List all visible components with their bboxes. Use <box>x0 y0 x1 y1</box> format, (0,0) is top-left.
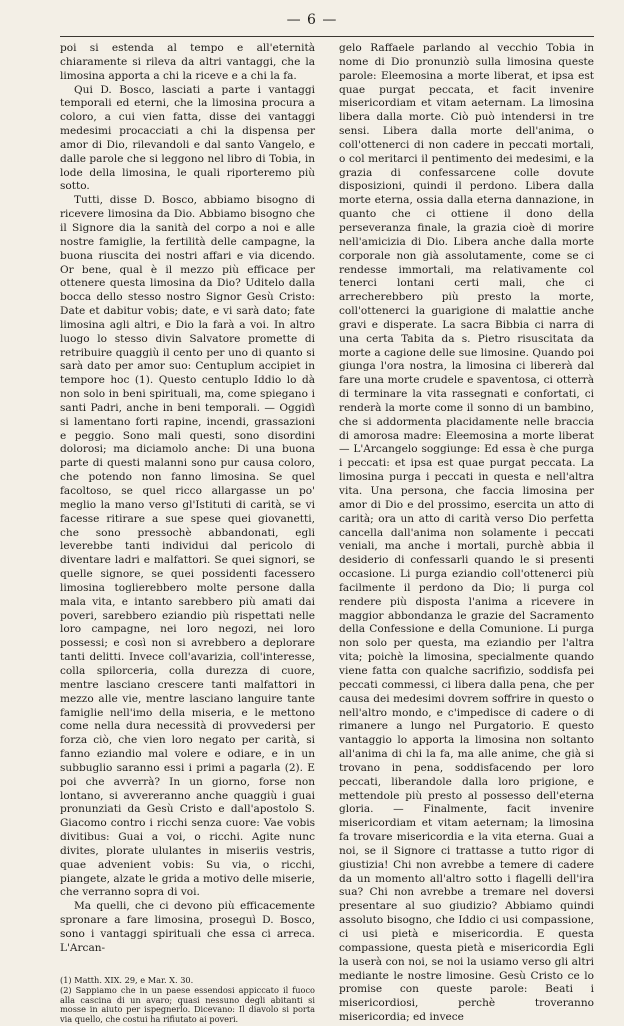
page-number: — 6 — <box>286 12 338 28</box>
text-columns <box>60 42 594 1025</box>
right-column <box>339 42 594 1024</box>
paragraph: gelo Raffaele parlando al vecchio Tobia in nome di Dio pronunziò sulla limosina queste parole: Eleemosina a morte liberat, et ipsa est quae purgat peccata, et facit invenire misericordiam et vitam aeternam. La limosina libera dalla morte. Ciò può intendersi in tre sensi. Libera dalla morte dell'anima, o coll'ottenerci di non cadere in peccati mortali, o col meritarci il pentimento dei medesimi, e la grazia di confessarcene colle dovute disposizioni, quindi il perdono. Libera dalla morte eterna, ossia dalla eterna dannazione, in quanto che ci ottiene il dono della perseveranza finale, la grazia cioè di morire nell'amicizia di Dio. Libera anche dalla morte corporale non già assolutamente, come se ci rendesse immortali, ma relativamente col tenerci lontani certi mali, che ci arrecherebbero più presto la morte, coll'ottenerci la guarigione di malattie anche gravi e disperate. La sacra Bibbia ci narra di una certa Tabita da s. Pietro risuscitata da morte a cagione delle sue limosine. Quando poi giunga l'ora nostra, la limosina ci libererà dal fare una morte crudele e spaventosa, ci otterrà di terminare la vita rassegnati e confortati, ci renderà la morte come il sonno di un bambino, che si addormenta placidamente nelle braccia di amorosa madre: Eleemosina a morte liberat — L'Arcangelo soggiunge: Ed essa è che purga i peccati: et ipsa est quae purgat peccata. La limosina purga i peccati in questa e nell'altra vita. Una persona, che faccia limosina per amor di Dio e del prossimo, esercita un atto di carità; ora un atto di carità verso Dio perfetta cancella dall'anima non solamente i peccati veniali, ma anche i mortali, purchè abbia il desiderio di confessarli quando le si presenti occasione. Li purga eziandio coll'ottenerci più facilmente il perdono da Dio; li purga col rendere più disposta l'anima a ricevere in maggior abbondanza le grazie del Sacramento della Confessione e della Comunione. Li purga non solo per questa, ma eziandio per l'altra vita; poichè la limosina, specialmente quando viene fatta con qualche sacrifizio, soddisfa pei peccati commessi, ci libera dalla pena, che per causa dei medesimi dovrem soffrire in questo o nell'altro mondo, e c'impedisce di cadere o di rimanere a lungo nel Purgatorio. E questo vantaggio lo apporta la limosina non soltanto all'anima di chi la fa, ma alle anime, che già si trovano in pena, soddisfacendo per loro peccati, liberandole dalla loro prigione, e mettendole più presto al possesso dell'eterna gloria. — Finalmente, facit invenire misericordiam et vitam aeternam; la limosina fa trovare misericordia e la vita eterna. Guai a noi, se il Signore ci trattasse a tutto rigor di giustizia! Chi non avrebbe a temere di cadere da un momento all'altro sotto i flagelli dell'ira sua? Chi non avrebbe a tremare nel doversi presentare al suo giudizio? Abbiamo quindi assoluto bisogno, che Iddio ci usi compassione, ci usi pietà e misericordia. E questa compassione, questa pietà e misericordia Egli la userà con noi, se noi la usiamo verso gli altri mediante le nostre limosine. Gesù Cristo ce lo promise con queste parole: Beati i misericordiosi, perchè troveranno misericordia; ed invece <box>339 42 594 1024</box>
footnote: (1) Matth. XIX. 29, e Mar. X. 30. <box>60 974 194 985</box>
paragraph: Qui D. Bosco, lasciati a parte i vantaggi temporali ed eterni, che la limosina procura a coloro, a cui vien fatta, disse dei vantaggi medesimi procacciati a chi la dispensa per amor di Dio, rilevandoli e dal santo Vangelo, e dalle parole che si leggono nel libro di Tobia, in lode della limosina, le quali riporteremo più sotto. <box>60 83 315 193</box>
left-column-text <box>60 42 315 956</box>
paragraph: poi si estenda al tempo e all'eternità chiaramente si rileva da altri vantaggi, che la limosina apporta a chi la riceve e a chi la fa. <box>60 42 315 82</box>
header-rule <box>60 36 594 37</box>
paragraph: Tutti, disse D. Bosco, abbiamo bisogno di ricevere limosina da Dio. Abbiamo bisogno che il Signore dia la sanità del corpo a noi e alle nostre famiglie, la fertilità delle campagne, la buona riuscita dei nostri affari e via dicendo. Or bene, qual è il mezzo più efficace per ottenere questa limosina da Dio? Uditelo dalla bocca dello stesso nostro Signor Gesù Cristo: Date et dabitur vobis; date, e vi sarà dato; fate limosina agli altri, e Dio la farà a voi. In altro luogo lo stesso divin Salvatore promette di retribuire quaggiù il cento per uno di quanto si sarà dato per amor suo: Centuplum accipiet in tempore hoc (1). Questo centuplo Iddio lo dà non solo in beni spirituali, ma, come spiegano i santi Padri, anche in beni temporali. — Oggidì si lamentano forti rapine, incendi, grassazioni e peggio. Sono mali questi, sono disordini dolorosi; ma diciamolo anche: Di una buona parte di questi malanni sono pur causa coloro, che potendo non fanno limosina. Se quel facoltoso, se quel ricco allargasse un po' meglio la mano verso gl'Istituti di carità, se vi facesse ritirare a sue spese quei giovanetti, che sono pressochè abbandonati, egli leverebbe tanti individui dal pericolo di diventare ladri e malfattori. Se quei signori, se quelle signore, se quei possidenti facessero limosina toglierebbero molte persone dalla mala vita, e intanto sarebbero più amati dai poveri, sarebbero eziandio più rispettati nelle loro campagne, nei loro negozi, nei loro possessi; e così non si avrebbero a deplorare tanti delitti. Invece coll'avarizia, coll'interesse, colla spilorceria, colla durezza di cuore, mentre lasciano crescere tanti malfattori in mezzo alle vie, mentre lasciano languire tante famiglie nell'imo della miseria, e le mettono come nella dura necessità di provvedersi per forza ciò, che vien loro negato per carità, si fanno eziandio mal volere e odiare, e in un subbuglio saranno essi i primi a pagarla (2). E poi che avverrà? In un giorno, forse non lontano, si avvereranno anche quaggiù i guai pronunziati da Gesù Cristo e dall'apostolo S. Giacomo contro i ricchi senza cuore: Vae vobis divitibus: Guai a voi, o ricchi. Agite nunc divites, plorate ululantes in miseriis vestris, quae advenient vobis: Su via, o ricchi, piangete, alzate le grida a motivo delle miserie, che verranno sopra di voi. <box>60 194 315 899</box>
left-column <box>60 42 315 1025</box>
footnotes <box>60 976 315 1026</box>
paragraph: Ma quelli, che ci devono più efficacemente spronare a fare limosina, proseguì D. Bosco, sono i vantaggi spirituali che essa ci arreca. L'Arcan- <box>60 900 315 954</box>
footnote: (2) Sappiamo che in un paese essendosi appiccato il fuoco alla cascina di un avaro; quasi nessuno degli abitanti si mosse in aiuto per ispegnerlo. Dicevano: Il diavolo si porta via quello, che costui ha rifiutato ai poveri. <box>60 985 315 1025</box>
right-column-text <box>339 42 594 1025</box>
